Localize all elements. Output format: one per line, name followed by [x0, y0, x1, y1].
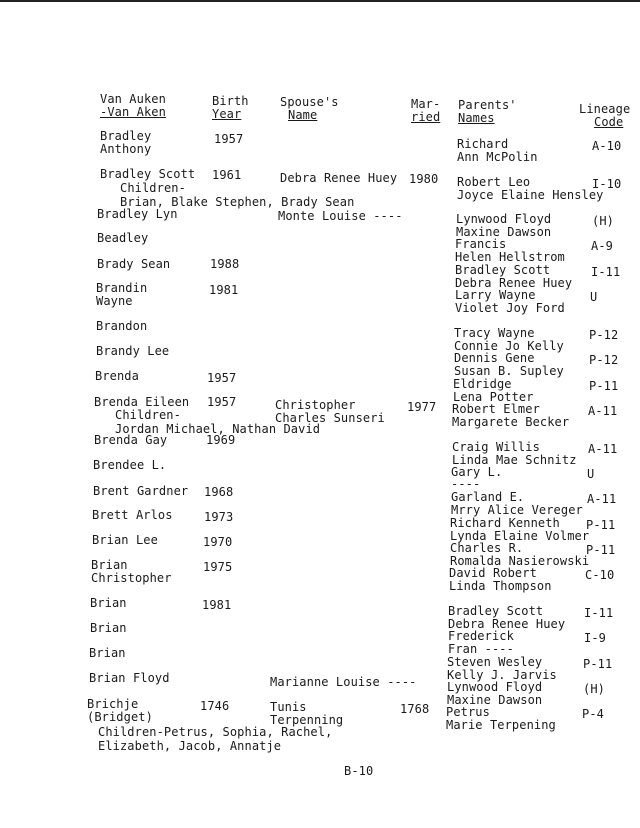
parent-name: Dennis Gene [454, 351, 535, 365]
lineage-code: I-11 [591, 265, 621, 279]
entry-birth-year: 1957 [207, 371, 237, 385]
parent-name: Fran ---- [448, 642, 514, 656]
parent-name: Bradley Scott [448, 604, 544, 618]
lineage-code: (H) [592, 214, 614, 228]
parent-name: Margarete Becker [452, 415, 570, 429]
lineage-code: P-11 [586, 543, 616, 557]
header-birth-line2: Year [212, 107, 242, 121]
entry-name: Beadley [97, 231, 149, 245]
entry-birth-year: 1981 [202, 598, 232, 612]
entry-children: Children-Petrus, Sophia, Rachel, [98, 725, 333, 739]
parent-name: Robert Elmer [452, 402, 540, 416]
parent-name: Craig Willis [452, 440, 540, 454]
header-spouse-line1: Spouse's [280, 95, 339, 109]
parent-name: ---- [451, 477, 481, 491]
entry-birth-year: 1981 [209, 283, 239, 297]
parent-name: Bradley Scott [455, 263, 551, 277]
page-number: B-10 [344, 764, 374, 778]
entry-name: Bradley [100, 129, 152, 143]
top-edge-rule [0, 0, 640, 2]
entry-name: Wayne [96, 294, 133, 308]
entry-name: Brian Floyd [89, 671, 170, 685]
entry-name: Brian [90, 596, 127, 610]
header-married-line1: Mar- [411, 97, 441, 111]
parent-name: Helen Hellstrom [455, 250, 565, 264]
lineage-code: A-11 [588, 404, 618, 418]
entry-name: Brichje [87, 697, 139, 711]
entry-name: Brandy Lee [96, 344, 170, 358]
parent-name: Maxine Dawson [456, 225, 552, 239]
header-parents-line2: Names [458, 111, 495, 125]
entry-name: Brett Arlos [92, 508, 173, 522]
header-married-line2: ried [411, 110, 441, 124]
entry-name: Anthony [100, 142, 152, 156]
header-spouse-line2: Name [288, 108, 318, 122]
entry-name: Brian [90, 621, 127, 635]
parent-name: Lena Potter [453, 390, 534, 404]
entry-married-year: 1980 [409, 172, 439, 186]
header-name-line2: -Van Aken [100, 105, 166, 119]
header-parents-line1: Parents' [458, 98, 517, 112]
parent-name: Robert Leo [457, 175, 531, 189]
lineage-code: P-4 [582, 707, 604, 721]
lineage-code: A-9 [591, 239, 613, 253]
parent-name: Charles R. [450, 541, 524, 555]
entry-spouse: Debra Renee Huey [280, 171, 398, 185]
entry-birth-year: 1957 [214, 132, 244, 146]
parent-name: Ann McPolin [457, 150, 538, 164]
lineage-code: C-10 [585, 568, 615, 582]
entry-name: Brent Gardner [93, 484, 189, 498]
parent-name: Marie Terpening [446, 718, 556, 732]
parent-name: Frederick [448, 629, 514, 643]
parent-name: Joyce Elaine Hensley [457, 188, 604, 202]
parent-name: Eldridge [453, 377, 512, 391]
entry-married-year: 1768 [400, 702, 430, 716]
parent-name: Connie Jo Kelly [454, 339, 564, 353]
entry-name: Brendee L. [93, 458, 167, 472]
parent-name: Richard [457, 137, 509, 151]
parent-name: Maxine Dawson [447, 693, 543, 707]
parent-name: Francis [455, 237, 507, 251]
parent-name: Mrry Alice Vereger [451, 503, 583, 517]
entry-spouse: Monte Louise ---- [278, 209, 403, 223]
lineage-code: P-11 [586, 518, 616, 532]
parent-name: Lynwood Floyd [456, 212, 552, 226]
lineage-code: (H) [583, 682, 605, 696]
entry-birth-year: 1746 [200, 699, 230, 713]
lineage-code: I-10 [592, 177, 622, 191]
parent-name: Petrus [446, 705, 490, 719]
entry-name: Brian [89, 646, 126, 660]
parent-name: Richard Kenneth [450, 516, 560, 530]
entry-married-year: 1977 [407, 400, 437, 414]
lineage-code: P-12 [589, 353, 619, 367]
entry-name: Brady Sean [97, 257, 171, 271]
header-lineage-line1: Lineage [579, 102, 631, 116]
entry-children: Children- [115, 408, 181, 422]
entry-name: Brenda Eileen [94, 395, 190, 409]
entry-birth-year: 1988 [210, 257, 240, 271]
lineage-code: A-11 [587, 492, 617, 506]
entry-name: Christopher [91, 571, 172, 585]
parent-name: Tracy Wayne [454, 326, 535, 340]
parent-name: David Robert [449, 566, 537, 580]
entry-birth-year: 1968 [204, 485, 234, 499]
entry-birth-year: 1961 [212, 168, 242, 182]
lineage-code: P-11 [583, 657, 613, 671]
entry-name: Brian [91, 558, 128, 572]
entry-name: Brandon [96, 319, 148, 333]
header-birth-line1: Birth [212, 94, 249, 108]
entry-name: Bradley Scott [100, 167, 196, 181]
lineage-code: A-10 [592, 139, 622, 153]
entry-children: Elizabeth, Jacob, Annatje [98, 739, 282, 753]
entry-children: Jordan Michael, Nathan David [115, 422, 321, 436]
entry-name: (Bridget) [87, 710, 153, 724]
entry-name: Brenda [95, 369, 139, 383]
parent-name: Susan B. Supley [454, 364, 564, 378]
lineage-code: P-11 [589, 379, 619, 393]
entry-name: Brenda Gay [94, 433, 168, 447]
parent-name: Steven Wesley [447, 655, 543, 669]
parent-name: Debra Renee Huey [448, 617, 566, 631]
parent-name: Debra Renee Huey [455, 276, 573, 290]
entry-name: Brian Lee [92, 533, 158, 547]
entry-spouse: Tunis [270, 700, 307, 714]
entry-children: Children- [120, 181, 186, 195]
entry-name: Brandin [96, 281, 148, 295]
header-name-line1: Van Auken [100, 92, 166, 106]
parent-name: Kelly J. Jarvis [447, 668, 557, 682]
entry-birth-year: 1957 [207, 395, 237, 409]
lineage-code: I-9 [584, 631, 606, 645]
lineage-code: I-11 [584, 606, 614, 620]
parent-name: Linda Mae Schnitz [452, 453, 577, 467]
entry-spouse: Marianne Louise ---- [270, 675, 417, 689]
entry-spouse: Christopher [275, 398, 356, 412]
entry-birth-year: 1975 [203, 560, 233, 574]
entry-name: Bradley Lyn [97, 207, 178, 221]
parent-name: Lynda Elaine Volmer [450, 529, 590, 543]
parent-name: Gary L. [451, 465, 503, 479]
lineage-code: P-12 [589, 328, 619, 342]
lineage-code: U [590, 290, 598, 304]
header-lineage-line2: Code [594, 115, 624, 129]
parent-name: Romalda Nasierowski [450, 554, 590, 568]
parent-name: Garland E. [451, 490, 525, 504]
entry-spouse: Terpenning [270, 713, 344, 727]
parent-name: Lynwood Floyd [447, 680, 543, 694]
lineage-code: U [587, 467, 595, 481]
entry-birth-year: 1973 [204, 510, 234, 524]
entry-birth-year: 1970 [203, 535, 233, 549]
parent-name: Linda Thompson [449, 579, 552, 593]
parent-name: Larry Wayne [455, 288, 536, 302]
entry-birth-year: 1969 [206, 433, 236, 447]
lineage-code: A-11 [588, 442, 618, 456]
parent-name: Violet Joy Ford [455, 301, 565, 315]
entry-children: Brian, Blake Stephen, Brady Sean [120, 195, 355, 209]
entry-spouse: Charles Sunseri [275, 411, 385, 425]
